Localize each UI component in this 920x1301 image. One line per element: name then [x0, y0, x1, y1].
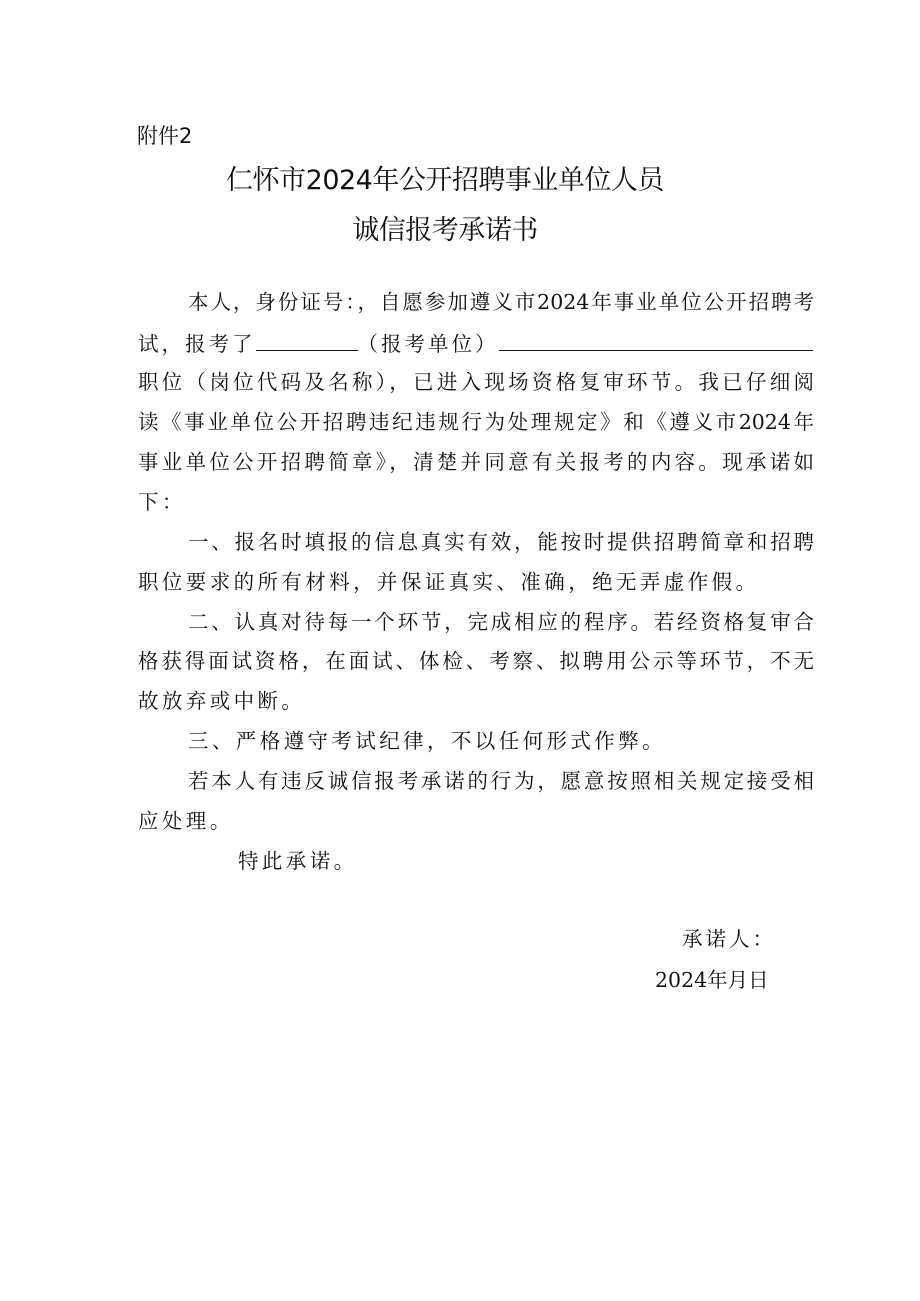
- document-title: 仁怀市2024年公开招聘事业单位人员: [226, 165, 664, 196]
- paragraph-text: （报考单位）: [357, 332, 499, 356]
- paragraph-line: 职位（岗位代码及名称），已进入现场资格复审环节。我已仔细阅: [138, 370, 814, 394]
- closing-text: 特此承诺。: [238, 849, 358, 873]
- paragraph-line: [138, 328, 814, 359]
- commitment-item-2-cont: 故放弃或中断。: [138, 689, 306, 713]
- commitment-item-2-cont: 格获得面试资格，在面试、体检、考察、拟聘用公示等环节，不无: [138, 649, 814, 673]
- attachment-label: 附件2: [137, 124, 193, 148]
- paragraph-line: 读《事业单位公开招聘违纪违规行为处理规定》和《遵义市2024年: [138, 410, 814, 434]
- signature-date: 2024年月日: [655, 968, 769, 992]
- paragraph-line: 事业单位公开招聘简章》，清楚并同意有关报考的内容。现承诺如: [138, 450, 814, 474]
- consequence-text: 若本人有违反诚信报考承诺的行为，愿意按照相关规定接受相: [188, 769, 814, 793]
- paragraph-text: 试，报考了: [138, 332, 256, 356]
- commitment-item-3: 三、严格遵守考试纪律，不以任何形式作弊。: [188, 729, 666, 753]
- commitment-item-1: 一、报名时填报的信息真实有效，能按时提供招聘简章和招聘: [188, 530, 814, 554]
- paragraph-line: 本人，身份证号：，自愿参加遵义市2024年事业单位公开招聘考: [188, 290, 814, 314]
- commitment-item-1-cont: 职位要求的所有材料，并保证真实、准确，绝无弄虚作假。: [138, 570, 760, 594]
- position-blank: [499, 328, 813, 351]
- consequence-text-cont: 应处理。: [138, 809, 234, 833]
- commitment-item-2: 二、认真对待每一个环节，完成相应的程序。若经资格复审合: [188, 610, 814, 634]
- unit-blank: [256, 328, 358, 351]
- signature-label: 承诺人：: [682, 927, 776, 951]
- document-subtitle: 诚信报考承诺书: [352, 215, 538, 246]
- paragraph-line: 下：: [138, 490, 186, 514]
